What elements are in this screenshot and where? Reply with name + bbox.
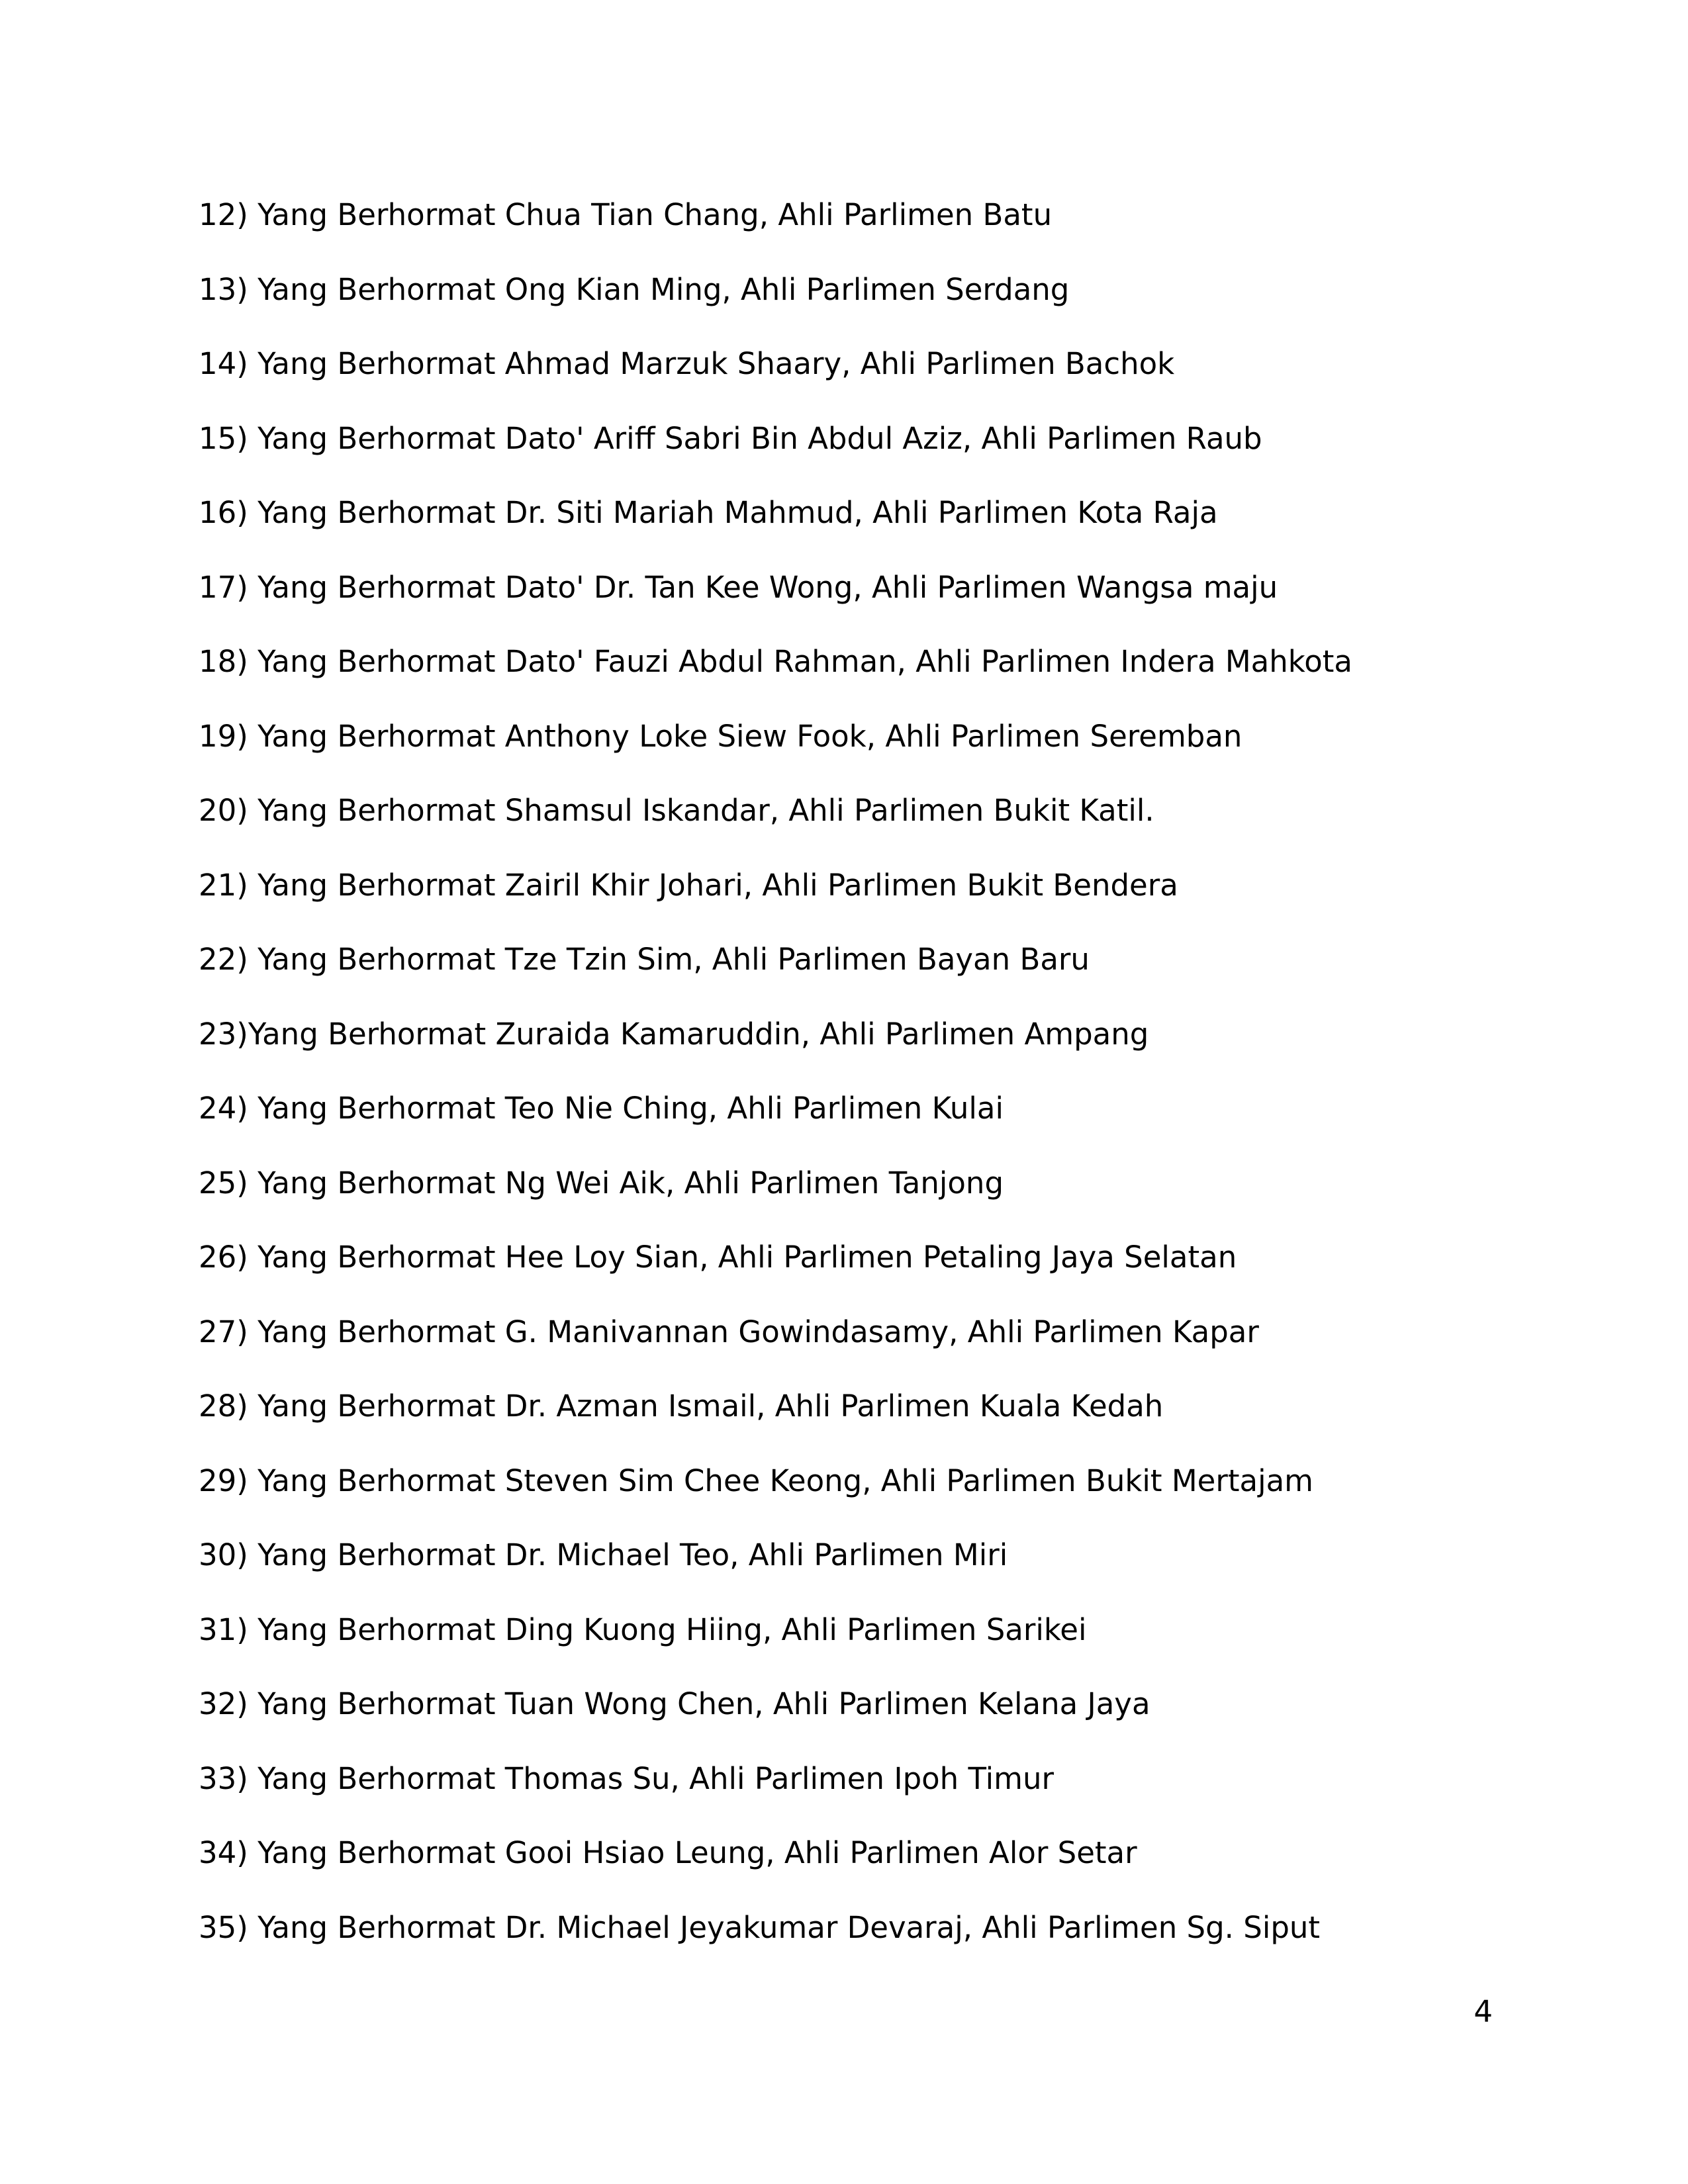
list-item: 21) Yang Berhormat Zairil Khir Johari, Ahli Parlimen Bukit Bendera (199, 867, 1178, 903)
list-item: 26) Yang Berhormat Hee Loy Sian, Ahli Parlimen Petaling Jaya Selatan (199, 1240, 1237, 1275)
member-list (199, 192, 1523, 1979)
list-item: 15) Yang Berhormat Dato' Ariff Sabri Bin Abdul Aziz, Ahli Parlimen Raub (199, 420, 1262, 456)
list-item: 17) Yang Berhormat Dato' Dr. Tan Kee Wong, Ahli Parlimen Wangsa maju (199, 569, 1278, 605)
list-item: 24) Yang Berhormat Teo Nie Ching, Ahli Parlimen Kulai (199, 1091, 1004, 1126)
page-number: 4 (1474, 1994, 1493, 2029)
list-item: 33) Yang Berhormat Thomas Su, Ahli Parlimen Ipoh Timur (199, 1760, 1054, 1796)
list-item: 34) Yang Berhormat Gooi Hsiao Leung, Ahli Parlimen Alor Setar (199, 1835, 1137, 1870)
list-item: 19) Yang Berhormat Anthony Loke Siew Fook, Ahli Parlimen Seremban (199, 718, 1243, 754)
list-item: 30) Yang Berhormat Dr. Michael Teo, Ahli Parlimen Miri (199, 1537, 1008, 1572)
list-item: 14) Yang Berhormat Ahmad Marzuk Shaary, Ahli Parlimen Bachok (199, 346, 1175, 381)
list-item: 13) Yang Berhormat Ong Kian Ming, Ahli Parlimen Serdang (199, 271, 1070, 307)
list-item: 35) Yang Berhormat Dr. Michael Jeyakumar Devaraj, Ahli Parlimen Sg. Siput (199, 1909, 1321, 1945)
list-item: 20) Yang Berhormat Shamsul Iskandar, Ahli Parlimen Bukit Katil. (199, 793, 1154, 828)
list-item: 22) Yang Berhormat Tze Tzin Sim, Ahli Parlimen Bayan Baru (199, 942, 1090, 977)
list-item: 28) Yang Berhormat Dr. Azman Ismail, Ahli Parlimen Kuala Kedah (199, 1388, 1164, 1424)
list-item: 27) Yang Berhormat G. Manivannan Gowindasamy, Ahli Parlimen Kapar (199, 1314, 1259, 1349)
list-item: 25) Yang Berhormat Ng Wei Aik, Ahli Parlimen Tanjong (199, 1165, 1004, 1201)
list-item: 18) Yang Berhormat Dato' Fauzi Abdul Rahman, Ahli Parlimen Indera Mahkota (199, 644, 1352, 679)
list-item: 31) Yang Berhormat Ding Kuong Hiing, Ahli Parlimen Sarikei (199, 1612, 1087, 1647)
list-item: 23)Yang Berhormat Zuraida Kamaruddin, Ahli Parlimen Ampang (199, 1016, 1149, 1052)
list-item: 12) Yang Berhormat Chua Tian Chang, Ahli Parlimen Batu (199, 197, 1053, 232)
list-item: 29) Yang Berhormat Steven Sim Chee Keong, Ahli Parlimen Bukit Mertajam (199, 1463, 1314, 1498)
list-item: 32) Yang Berhormat Tuan Wong Chen, Ahli Parlimen Kelana Jaya (199, 1686, 1150, 1721)
list-item: 16) Yang Berhormat Dr. Siti Mariah Mahmud, Ahli Parlimen Kota Raja (199, 495, 1218, 530)
